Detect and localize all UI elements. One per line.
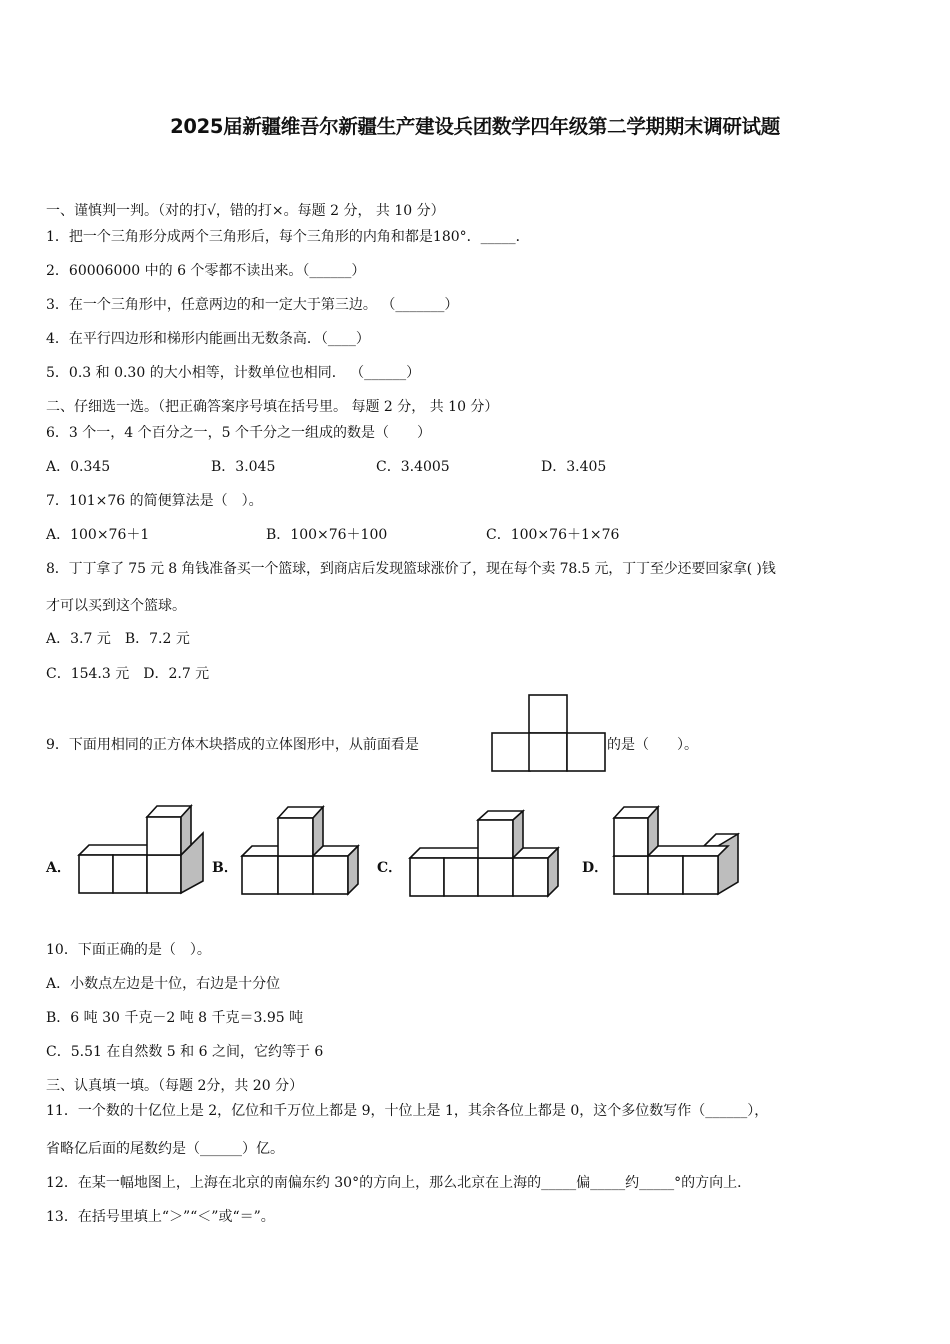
question-5: 5．0.3 和 0.30 的大小相等，计数单位也相同． （______） <box>46 365 421 381</box>
q6-option-d: D．3.405 <box>541 459 607 475</box>
q9-option-b-figure <box>242 806 364 896</box>
q9-option-c-figure <box>410 810 562 900</box>
question-1: 1．把一个三角形分成两个三角形后，每个三角形的内角和都是180°．_____． <box>46 229 530 245</box>
q10-option-a: A．小数点左边是十位，右边是十分位 <box>46 976 281 992</box>
q9-option-a-figure <box>79 805 207 895</box>
q6-option-b: B．3.045 <box>211 459 276 475</box>
q10-option-b: B．6 吨 30 千克－2 吨 8 千克＝3.95 吨 <box>46 1010 304 1026</box>
question-13: 13．在括号里填上“＞”“＜”或“＝”。 <box>46 1209 275 1225</box>
q7-option-a: A．100×76＋1 <box>46 527 150 543</box>
q10-option-c: C．5.51 在自然数 5 和 6 之间，它约等于 6 <box>46 1044 324 1060</box>
page-title: 2025届新疆维吾尔新疆生产建设兵团数学四年级第二学期期末调研试题 <box>170 115 780 138</box>
question-4: 4．在平行四边形和梯形内能画出无数条高．（____） <box>46 331 370 347</box>
q7-option-b: B．100×76＋100 <box>266 527 388 543</box>
question-6: 6．3 个一，4 个百分之一，5 个千分之一组成的数是（ ） <box>46 425 431 441</box>
q9-option-c-label: C． <box>377 860 403 876</box>
question-3: 3．在一个三角形中，任意两边的和一定大于第三边。 （_______） <box>46 297 459 313</box>
question-7: 7．101×76 的简便算法是（ ）。 <box>46 493 263 509</box>
question-8-line-1: 8．丁丁拿了 75 元 8 角钱准备买一个篮球，到商店后发现篮球涨价了，现在每个卖 78.5 元，丁丁至少还要回家拿( )钱 <box>46 561 776 577</box>
section-3-heading: 三、认真填一填。（每题 2分，共 20 分） <box>46 1078 304 1094</box>
q6-option-c: C．3.4005 <box>376 459 450 475</box>
section-1-heading: 一、谨慎判一判。（对的打√，错的打×。每题 2 分， 共 10 分） <box>46 203 445 219</box>
q8-options-row-2: C．154.3 元 D．2.7 元 <box>46 666 210 682</box>
question-9-suffix: 的是（ ）。 <box>607 737 698 753</box>
q7-option-c: C．100×76＋1×76 <box>486 527 620 543</box>
q9-option-d-label: D． <box>582 860 609 876</box>
q9-option-b-label: B． <box>212 860 238 876</box>
section-2-heading: 二、仔细选一选。（把正确答案序号填在括号里。 每题 2 分， 共 10 分） <box>46 399 499 415</box>
question-9-text: 9．下面用相同的正方体木块搭成的立体图形中，从前面看是 <box>46 737 419 753</box>
question-11-line-1: 11．一个数的十亿位上是 2，亿位和千万位上都是 9，十位上是 1，其余各位上都是 0，这个多位数写作（______）， <box>46 1103 769 1119</box>
q9-option-d-figure <box>614 806 742 896</box>
question-8-line-2: 才可以买到这个篮球。 <box>46 598 186 614</box>
q9-option-a-label: A． <box>46 860 71 876</box>
question-11-line-2: 省略亿后面的尾数约是（______）亿。 <box>46 1141 284 1157</box>
q6-option-a: A．0.345 <box>46 459 111 475</box>
question-10: 10．下面正确的是（ ）。 <box>46 942 211 958</box>
q8-options-row-1: A．3.7 元 B．7.2 元 <box>46 631 190 647</box>
question-12: 12．在某一幅地图上，上海在北京的南偏东约 30°的方向上，那么北京在上海的_____偏_____约_____°的方向上． <box>46 1175 752 1191</box>
question-2: 2．60006000 中的 6 个零都不读出来。（______） <box>46 263 366 279</box>
q9-front-view-figure <box>491 694 607 774</box>
